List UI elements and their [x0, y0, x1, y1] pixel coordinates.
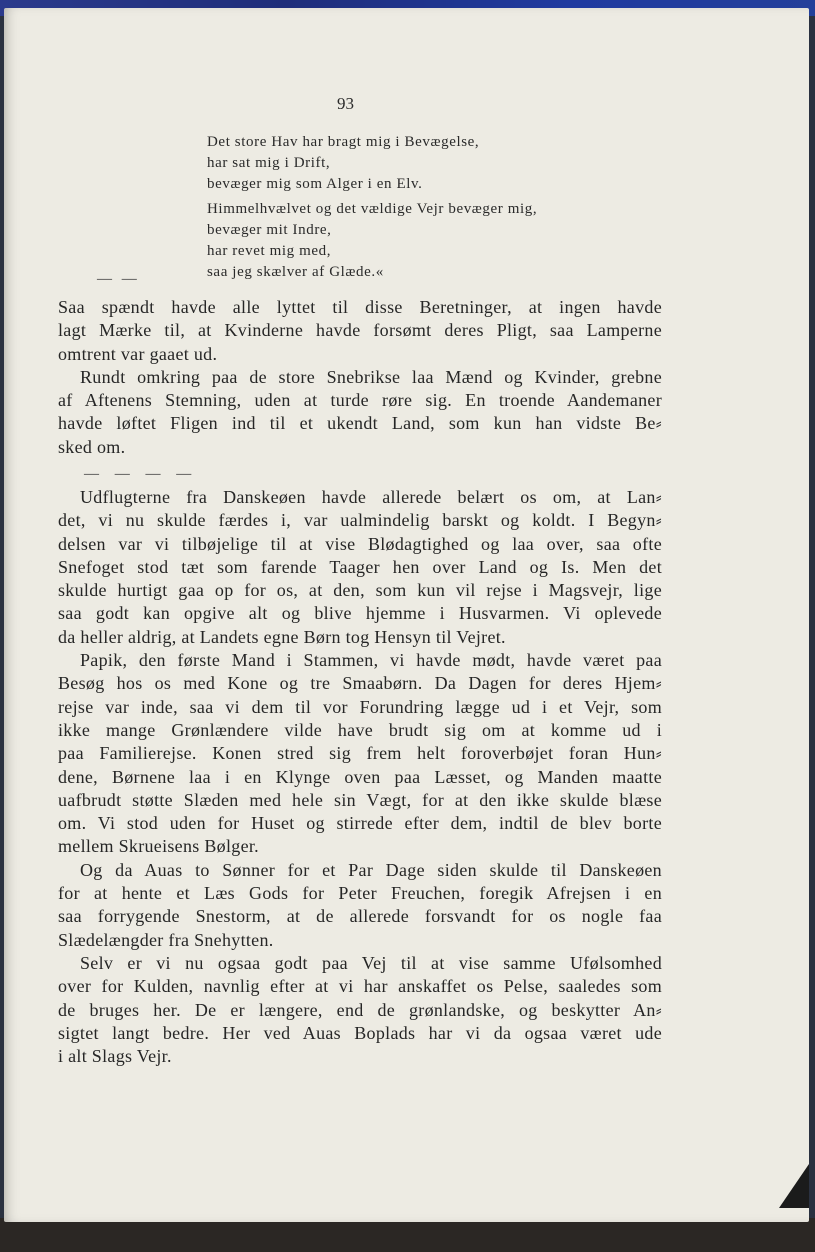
text-line: de bruges her. De er længere, end de grønlandske, og beskytter An⸗ [58, 999, 662, 1020]
poem-line: bevæger mit Indre, [207, 222, 332, 238]
text-section-2 [58, 486, 662, 1068]
text-line: paa Familierejse. Konen stred sig frem helt foroverbøjet foran Hun⸗ [58, 743, 662, 764]
text-line: Saa spændt havde alle lyttet til disse Beretninger, at ingen havde [58, 297, 662, 317]
paragraph [58, 296, 662, 366]
text-line: over for Kulden, navnlig efter at vi har anskaffet os Pelse, saaledes som [58, 976, 662, 997]
text-line: skulde hurtigt gaa op for os, at den, som kun vil rejse i Magsvejr, lige [58, 580, 662, 601]
poem-stanza-2 [207, 199, 537, 283]
scan-bottom-edge [0, 1218, 815, 1252]
text-line: om. Vi stod uden for Huset og stirrede efter dem, indtil de blev borte [58, 813, 662, 834]
text-line: Papik, den første Mand i Stammen, vi havde mødt, havde været paa [80, 650, 662, 671]
paragraph [58, 366, 662, 459]
text-line: i alt Slags Vejr. [58, 1046, 172, 1067]
page-number: 93 [337, 94, 354, 113]
text-line: ikke mange Grønlændere vilde have brudt sig om at komme ud i [58, 719, 662, 740]
text-line: Udflugterne fra Danskeøen havde allerede belært os om, at Lan⸗ [80, 487, 662, 507]
text-line: Rundt omkring paa de store Snebrikse laa Mænd og Kvinder, grebne [80, 366, 662, 387]
text-line: af Aftenens Stemning, uden at turde røre sig. En troende Aandemaner [58, 390, 662, 411]
text-line: havde løftet Fligen ind til et ukendt Land, som kun han vidste Be⸗ [58, 413, 662, 434]
text-line: saa forrygende Snestorm, at de allerede forsvandt for os nogle faa [58, 906, 662, 927]
poem-stanza-1 [207, 132, 537, 195]
text-line: delsen var vi tilbøjelige til at vise Blødagtighed og laa over, saa ofte [58, 533, 662, 554]
poem-line: Det store Hav har bragt mig i Bevægelse, [207, 134, 480, 150]
paragraph [58, 952, 662, 1068]
text-line: rejse var inde, saa vi dem til vor Forundring lægge ud i et Vejr, som [58, 696, 662, 717]
text-line: mellem Skrueisens Bølger. [58, 836, 259, 857]
poem-line: bevæger mig som Alger i en Elv. [207, 176, 423, 192]
text-line: Snefoget stod tæt som farende Taager hen over Land og Is. Men det [58, 556, 662, 577]
text-line: omtrent var gaaet ud. [58, 343, 218, 364]
paragraph [58, 649, 662, 859]
text-line: lagt Mærke til, at Kvinderne havde forsømt deres Pligt, saa Lamperne [58, 320, 662, 341]
section-separator: — — — — [84, 466, 198, 482]
text-line: sigtet langt bedre. Her ved Auas Boplads har vi da ogsaa været ude [58, 1022, 662, 1043]
poem-line: Himmelhvælvet og det vældige Vejr bevæger mig, [207, 201, 538, 217]
text-line: sked om. [58, 436, 126, 457]
text-line: dene, Børnene laa i en Klynge oven paa Læsset, og Manden maatte [58, 766, 662, 787]
poem [207, 132, 537, 287]
page-corner-shadow [779, 1164, 809, 1208]
section-separator: — — [97, 271, 140, 287]
text-line: det, vi nu skulde færdes i, var ualmindelig barskt og koldt. I Begyn⸗ [58, 510, 662, 531]
text-section-1 [58, 296, 662, 459]
paragraph [58, 859, 662, 952]
text-line: da heller aldrig, at Landets egne Børn tog Hensyn til Vejret. [58, 626, 506, 647]
text-line: Og da Auas to Sønner for et Par Dage siden skulde til Danskeøen [80, 859, 662, 880]
book-page [4, 8, 809, 1222]
text-line: for at hente et Læs Gods for Peter Freuchen, foregik Afrejsen i en [58, 883, 662, 904]
paragraph [58, 486, 662, 649]
text-line: saa godt kan opgive alt og blive hjemme i Husvarmen. Vi oplevede [58, 603, 662, 624]
text-line: Slædelængder fra Snehytten. [58, 929, 274, 950]
poem-line: har sat mig i Drift, [207, 155, 331, 171]
poem-line: saa jeg skælver af Glæde.« [207, 264, 384, 280]
poem-line: har revet mig med, [207, 243, 332, 259]
text-line: Selv er vi nu ogsaa godt paa Vej til at vise samme Ufølsomhed [80, 952, 662, 973]
text-line: uafbrudt støtte Slæden med hele sin Vægt, for at den ikke skulde blæse [58, 789, 662, 810]
text-line: Besøg hos os med Kone og tre Smaabørn. Da Dagen for deres Hjem⸗ [58, 673, 662, 694]
